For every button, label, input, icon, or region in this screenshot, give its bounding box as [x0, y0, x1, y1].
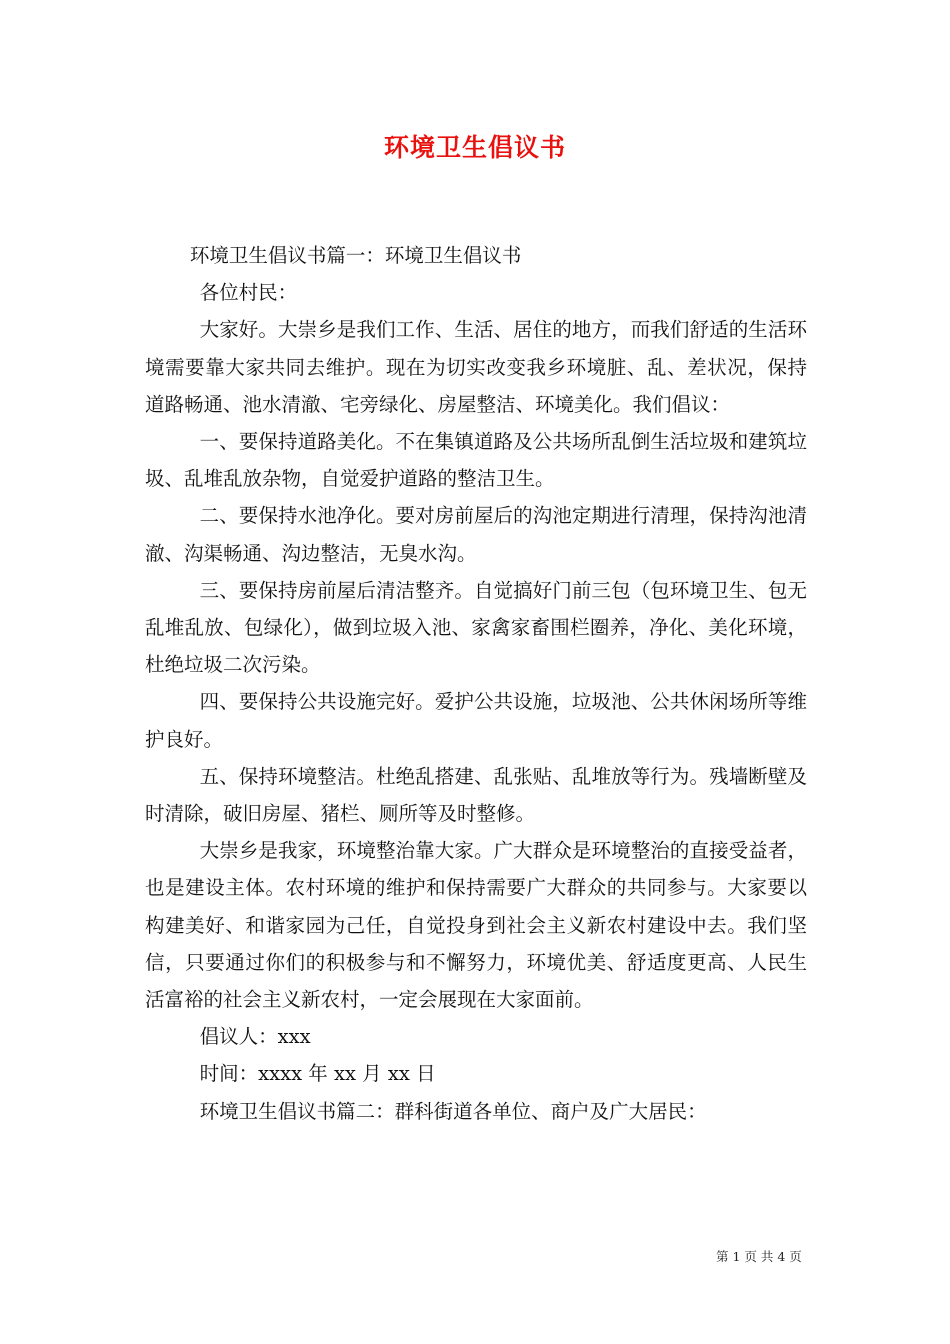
- paragraph-closing: 大崇乡是我家，环境整治靠大家。广大群众是环境整治的直接受益者，也是建设主体。农村环境的维护和保持需要广大群众的共同参与。大家要以构建美好、和谐家园为己任，自觉投身到社会主义新农村建设中去。我们坚信，只要通过你们的积极参与和不懈努力，环境优美、舒适度更高、人民生活富裕的社会主义新农村，一定会展现在大家面前。: [145, 839, 807, 1012]
- paragraph-item-5: 五、保持环境整洁。杜绝乱搭建、乱张贴、乱堆放等行为。残墙断壁及时清除，破旧房屋、猪栏、厕所等及时整修。: [145, 764, 807, 826]
- paragraph-item-3: 三、要保持房前屋后清洁整齐。自觉搞好门前三包（包环境卫生、包无乱堆乱放、包绿化），做到垃圾入池、家禽家畜围栏圈养，净化、美化环境，杜绝垃圾二次污染。: [145, 578, 807, 677]
- page-title: 环境卫生倡议书: [383, 133, 566, 162]
- section-heading: 环境卫生倡议书篇一：环境卫生倡议书: [189, 244, 522, 267]
- salutation: 各位村民：: [199, 281, 298, 305]
- paragraph-item-2: 二、要保持水池净化。要对房前屋后的沟池定期进行清理，保持沟池清澈、沟渠畅通、沟边整洁，无臭水沟。: [145, 504, 807, 565]
- paragraph-item-1: 一、要保持道路美化。不在集镇道路及公共场所乱倒生活垃圾和建筑垃圾、乱堆乱放杂物，自觉爱护道路的整洁卫生。: [145, 430, 807, 491]
- paragraph-item-4: 四、要保持公共设施完好。爱护公共设施，垃圾池、公共休闲场所等维护良好。: [145, 690, 807, 751]
- date-line: 时间：xxxx 年 xx 月 xx 日: [199, 1062, 436, 1086]
- document-body: [145, 237, 807, 1130]
- signature-line: 倡议人：xxx: [199, 1025, 311, 1049]
- section-heading-2: 环境卫生倡议书篇二：群科街道各单位、商户及广大居民：: [199, 1099, 707, 1123]
- page-number: 第 1 页 共 4 页: [716, 1249, 802, 1264]
- paragraph-intro: 大家好。大崇乡是我们工作、生活、居住的地方，而我们舒适的生活环境需要靠大家共同去维护。现在为切实改变我乡环境脏、乱、差状况，保持道路畅通、池水清澈、宅旁绿化、房屋整洁、环境美化。我们倡议：: [145, 318, 807, 416]
